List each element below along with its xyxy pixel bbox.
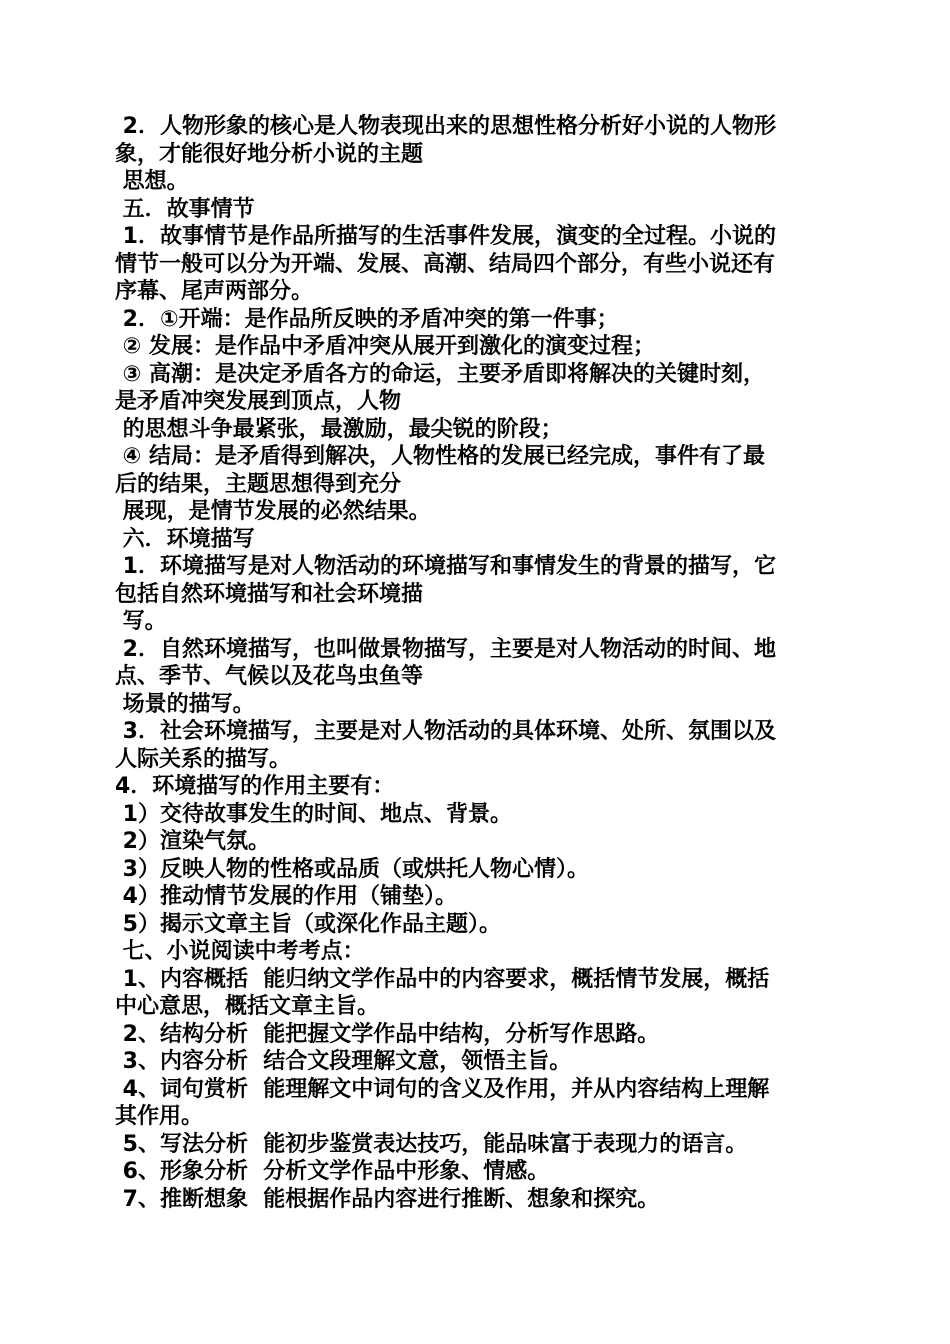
text-line: 人际关系的描写。 [115, 746, 292, 772]
text-line: 思想。 [115, 169, 189, 194]
text-line: 1、内容概括 能归纳文学作品中的内容要求，概括情节发展，概括 [115, 966, 770, 992]
text-line: 3）反映人物的性格或品质（或烘托人物心情）。 [115, 856, 589, 882]
text-line: 是矛盾冲突发展到顶点，人物 [115, 389, 402, 414]
text-line: 2、结构分析 能把握文学作品中结构，分析写作思路。 [115, 1021, 660, 1047]
text-line: 2）渲染气氛。 [115, 829, 270, 854]
text-line: 1．环境描写是对人物活动的环境描写和事情发生的背景的描写，它 [115, 554, 776, 579]
text-line: 4）推动情节发展的作用（铺垫）。 [115, 884, 457, 909]
text-line: 情节一般可以分为开端、发展、高潮、结局四个部分，有些小说还有 [115, 251, 776, 277]
text-line: 点、季节、气候以及花鸟虫鱼等 [115, 664, 424, 689]
text-line: 4、词句赏析 能理解文中词句的含义及作用，并从内容结构上理解 [115, 1076, 770, 1102]
text-line: 3．社会环境描写，主要是对人物活动的具体环境、处所、氛围以及 [115, 719, 776, 744]
text-line: ④ 结局：是矛盾得到解决，人物性格的发展已经完成，事件有了最 [115, 444, 765, 469]
text-line: 中心意思，概括文章主旨。 [115, 994, 380, 1019]
text-line: 六．环境描写 [115, 526, 255, 552]
text-line: 后的结果，主题思想得到充分 [115, 471, 402, 497]
text-line: 的思想斗争最紧张，最激励，最尖锐的阶段； [115, 416, 563, 442]
text-line: 展现，是情节发展的必然结果。 [115, 499, 431, 524]
text-line: 2．自然环境描写，也叫做景物描写，主要是对人物活动的时间、地 [115, 636, 776, 662]
text-line: ② 发展：是作品中矛盾冲突从展开到激化的演变过程； [115, 334, 655, 359]
text-line: 七、小说阅读中考考点： [115, 939, 365, 964]
text-line: 场景的描写。 [115, 691, 255, 717]
text-line: 写。 [115, 609, 167, 634]
text-line: 2．人物形象的核心是人物表现出来的思想性格分析好小说的人物形 [115, 114, 776, 139]
text-line: 1）交待故事发生的时间、地点、背景。 [115, 801, 512, 827]
text-line: 1．故事情节是作品所描写的生活事件发展，演变的全过程。小说的 [115, 224, 776, 249]
text-line: 象，才能很好地分析小说的主题 [115, 141, 424, 167]
text-line: ③ 高潮：是决定矛盾各方的命运，主要矛盾即将解决的关键时刻， [115, 361, 765, 387]
text-line: 序幕、尾声两部分。 [115, 279, 314, 304]
text-line: 5、写法分析 能初步鉴赏表达技巧，能品味富于表现力的语言。 [115, 1131, 748, 1157]
text-line: 7、推断想象 能根据作品内容进行推断、想象和探究。 [115, 1186, 660, 1212]
text-line: 包括自然环境描写和社会环境描 [115, 581, 424, 607]
text-line: 3、内容分析 结合文段理解文意，领悟主旨。 [115, 1049, 572, 1074]
text-line: 6、形象分析 分析文学作品中形象、情感。 [115, 1159, 550, 1184]
text-line: 4．环境描写的作用主要有： [115, 774, 395, 799]
text-line: 2．①开端：是作品所反映的矛盾冲突的第一件事； [115, 306, 619, 332]
text-line: 五．故事情节 [115, 196, 255, 222]
text-line: 其作用。 [115, 1104, 204, 1129]
document-body [115, 113, 835, 1213]
text-line: 5）揭示文章主旨（或深化作品主题）。 [115, 911, 501, 937]
